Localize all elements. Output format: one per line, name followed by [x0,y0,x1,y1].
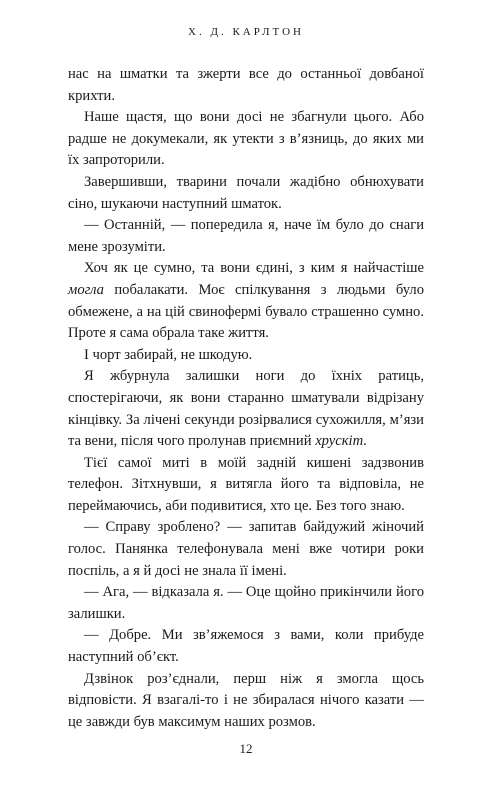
emphasis: могла [68,281,104,298]
paragraph: І чорт забирай, не шкодую. [84,346,253,363]
paragraph: нас на шматки та зжерти все до останньої довбаної крихти. [68,66,424,104]
paragraph: — Добре. Ми зв’яжемося з вами, коли прибуде наступний об’єкт. [68,627,424,666]
text-run: . [363,433,367,450]
paragraph: Завершивши, тварини почали жадібно обнюхувати сіно, шукаючи наступний шматок. [68,173,424,212]
paragraph: — Останній, — попередила я, наче їм було до снаги мене зрозуміти. [68,217,424,255]
text-run: побалакати. Моє спілкування з людьми було обмежене, а на цій свинофермі бувало страшенно сумно. Проте я сама обрала таке життя. [68,281,424,342]
emphasis: хрускіт [315,433,364,450]
paragraph [68,258,424,344]
paragraph [68,366,424,452]
paragraph: — Справу зроблено? — запитав байдужий жіночий голос. Панянка телефонувала мені вже чотири роки поспіль, а я й досі не знала її імені. [68,519,424,579]
running-head: Х. Д. КАРЛТОН [188,26,304,38]
paragraph: Дзвінок роз’єднали, перш ніж я змогла щось відповісти. Я взагалі-то і не збиралася нічого казати — це завжди був максимум наших розмов. [68,670,424,730]
paragraph: Наше щастя, що вони досі не збагнули цього. Або радше не докумекали, як утекти з в’язниць, до яких ми їх запроторили. [68,109,424,169]
text-run: Хоч як це сумно, та вони єдині, з ким я найчастіше [84,260,424,277]
text-run: Я жбурнула залишки ноги до їхніх ратиць, спостерігаючи, як вони старанно шматували відрізану кінцівку. За лічені секунди розірвалися сухожилля, м’язи та вени, після чого пролунав приємний [68,368,424,450]
text-block [68,64,424,733]
page-number: 12 [239,741,253,756]
paragraph: Тієї самої миті в моїй задній кишені задзвонив телефон. Зітхнувши, я витягла його та відповіла, не переймаючись, аби подивитися, хто це. Без того знаю. [68,454,424,514]
paragraph: — Ага, — відказала я. — Оце щойно прикінчили його залишки. [68,584,424,622]
